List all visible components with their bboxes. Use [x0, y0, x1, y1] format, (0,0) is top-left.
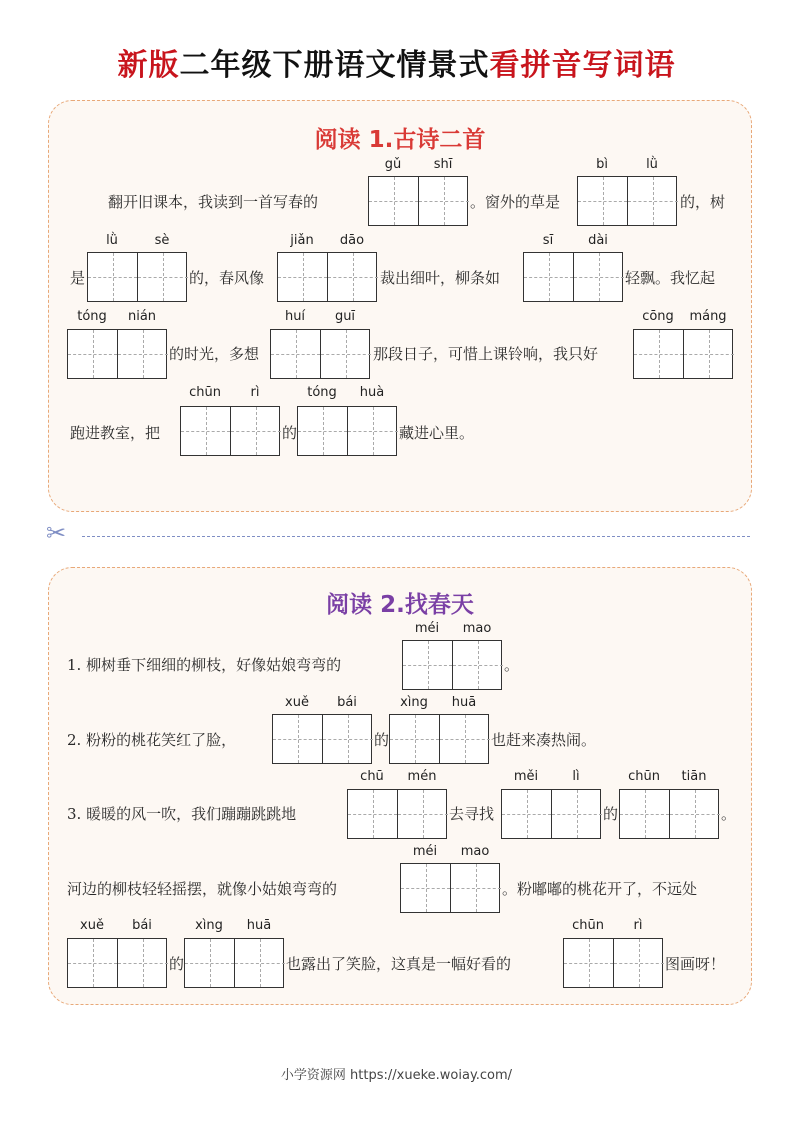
title-part-red-2: 看拼音写词语 [489, 48, 676, 83]
pinyin: huà [359, 385, 385, 400]
passage-text: 的，春风像 [189, 269, 265, 287]
footer-source: 小学资源网 https://xueke.woiay.com/ [280, 1068, 513, 1083]
passage-text: 。 [721, 805, 737, 823]
passage-text: 那段日子，可惜上课铃响，我只好 [373, 345, 599, 363]
pinyin: huā [451, 695, 477, 710]
pinyin: chūn [189, 385, 221, 400]
passage-text: 翻开旧课本，我读到一首写春的 [108, 193, 319, 211]
section-1-heading: 阅读 1.古诗二首 [314, 127, 486, 153]
pinyin: máng [689, 309, 727, 324]
passage-text: 轻飘。我忆起 [625, 269, 716, 287]
pinyin: nián [127, 309, 157, 324]
answer-box-chunri-2[interactable] [563, 938, 663, 988]
passage-text: 图画呀！ [665, 955, 726, 973]
pinyin: chū [360, 769, 384, 784]
answer-box-jiandao[interactable] [277, 252, 377, 302]
passage-text: 。窗外的草是 [470, 193, 561, 211]
title-part-red-1: 新版 [117, 48, 180, 83]
answer-box-bilu[interactable] [577, 176, 677, 226]
passage-text: 2. 粉粉的桃花笑红了脸， [67, 731, 237, 749]
pinyin: rì [633, 918, 643, 933]
pinyin: gǔ [384, 157, 402, 172]
passage-text: 的 [603, 805, 619, 823]
passage-text: 也露出了笑脸，这真是一幅好看的 [286, 955, 512, 973]
answer-box-tonghua[interactable] [297, 406, 397, 456]
pinyin: guī [334, 309, 356, 324]
passage-text: 的时光，多想 [169, 345, 260, 363]
answer-box-meimao-1[interactable] [402, 640, 502, 690]
pinyin: huí [284, 309, 306, 324]
pinyin: rì [250, 385, 260, 400]
pinyin: xuě [285, 695, 309, 710]
pinyin: xìng [195, 918, 223, 933]
passage-text: 跑进教室，把 [70, 424, 161, 442]
answer-box-chuntian[interactable] [619, 789, 719, 839]
pinyin: lì [572, 769, 580, 784]
pinyin: shī [433, 157, 453, 172]
answer-box-chumen[interactable] [347, 789, 447, 839]
passage-text: 3. 暖暖的风一吹，我们蹦蹦跳跳地 [67, 805, 297, 823]
pinyin: dāo [339, 233, 365, 248]
pinyin: cōng [642, 309, 674, 324]
passage-text: 的，树 [680, 193, 726, 211]
pinyin: méi [412, 844, 438, 859]
pinyin: bái [132, 918, 152, 933]
pinyin: bái [337, 695, 357, 710]
passage-text: 的 [374, 731, 390, 749]
pinyin: sī [542, 233, 554, 248]
title-part-black: 二年级下册语文情景式 [179, 48, 490, 83]
pinyin: jiǎn [290, 233, 314, 248]
passage-text: 的 [169, 955, 185, 973]
answer-box-xinghua-2[interactable] [184, 938, 284, 988]
pinyin: mao [460, 844, 490, 859]
answer-box-huigui[interactable] [270, 329, 370, 379]
answer-box-sidai[interactable] [523, 252, 623, 302]
pinyin: dài [588, 233, 608, 248]
answer-box-congmang[interactable] [633, 329, 733, 379]
pinyin: mao [462, 621, 492, 636]
answer-box-gushi[interactable] [368, 176, 468, 226]
pinyin: sè [154, 233, 170, 248]
pinyin: chūn [628, 769, 660, 784]
pinyin: bì [596, 157, 608, 172]
pinyin: chūn [572, 918, 604, 933]
page-title [0, 40, 793, 84]
pinyin: tóng [307, 385, 337, 400]
scissors-icon: ✂ [46, 519, 67, 547]
passage-text: 也赶来凑热闹。 [491, 731, 597, 749]
passage-text: 。 [504, 656, 520, 674]
cut-line [82, 536, 750, 537]
answer-box-meimao-2[interactable] [400, 863, 500, 913]
pinyin: tóng [77, 309, 107, 324]
answer-box-chunri[interactable] [180, 406, 280, 456]
passage-text: 。粉嘟嘟的桃花开了，不远处 [502, 880, 698, 898]
answer-box-xinghua-1[interactable] [389, 714, 489, 764]
passage-text: 河边的柳枝轻轻摇摆，就像小姑娘弯弯的 [67, 880, 338, 898]
passage-text: 藏进心里。 [399, 424, 475, 442]
pinyin: mén [407, 769, 437, 784]
pinyin: méi [414, 621, 440, 636]
passage-text: 去寻找 [449, 805, 495, 823]
passage-text: 1. 柳树垂下细细的柳枝，好像姑娘弯弯的 [67, 656, 342, 674]
answer-box-xuebai-1[interactable] [272, 714, 372, 764]
passage-text: 是 [70, 269, 86, 287]
passage-text: 裁出细叶，柳条如 [380, 269, 501, 287]
passage-text: 的 [282, 424, 298, 442]
pinyin: tiān [681, 769, 707, 784]
pinyin: měi [513, 769, 539, 784]
section-2-heading: 阅读 2.找春天 [326, 592, 474, 618]
pinyin: lǜ [646, 157, 658, 172]
pinyin: xìng [400, 695, 428, 710]
pinyin: xuě [80, 918, 104, 933]
answer-box-tongnian[interactable] [67, 329, 167, 379]
answer-box-xuebai-2[interactable] [67, 938, 167, 988]
answer-box-meili[interactable] [501, 789, 601, 839]
answer-box-luse[interactable] [87, 252, 187, 302]
pinyin: lǜ [106, 233, 118, 248]
pinyin: huā [246, 918, 272, 933]
